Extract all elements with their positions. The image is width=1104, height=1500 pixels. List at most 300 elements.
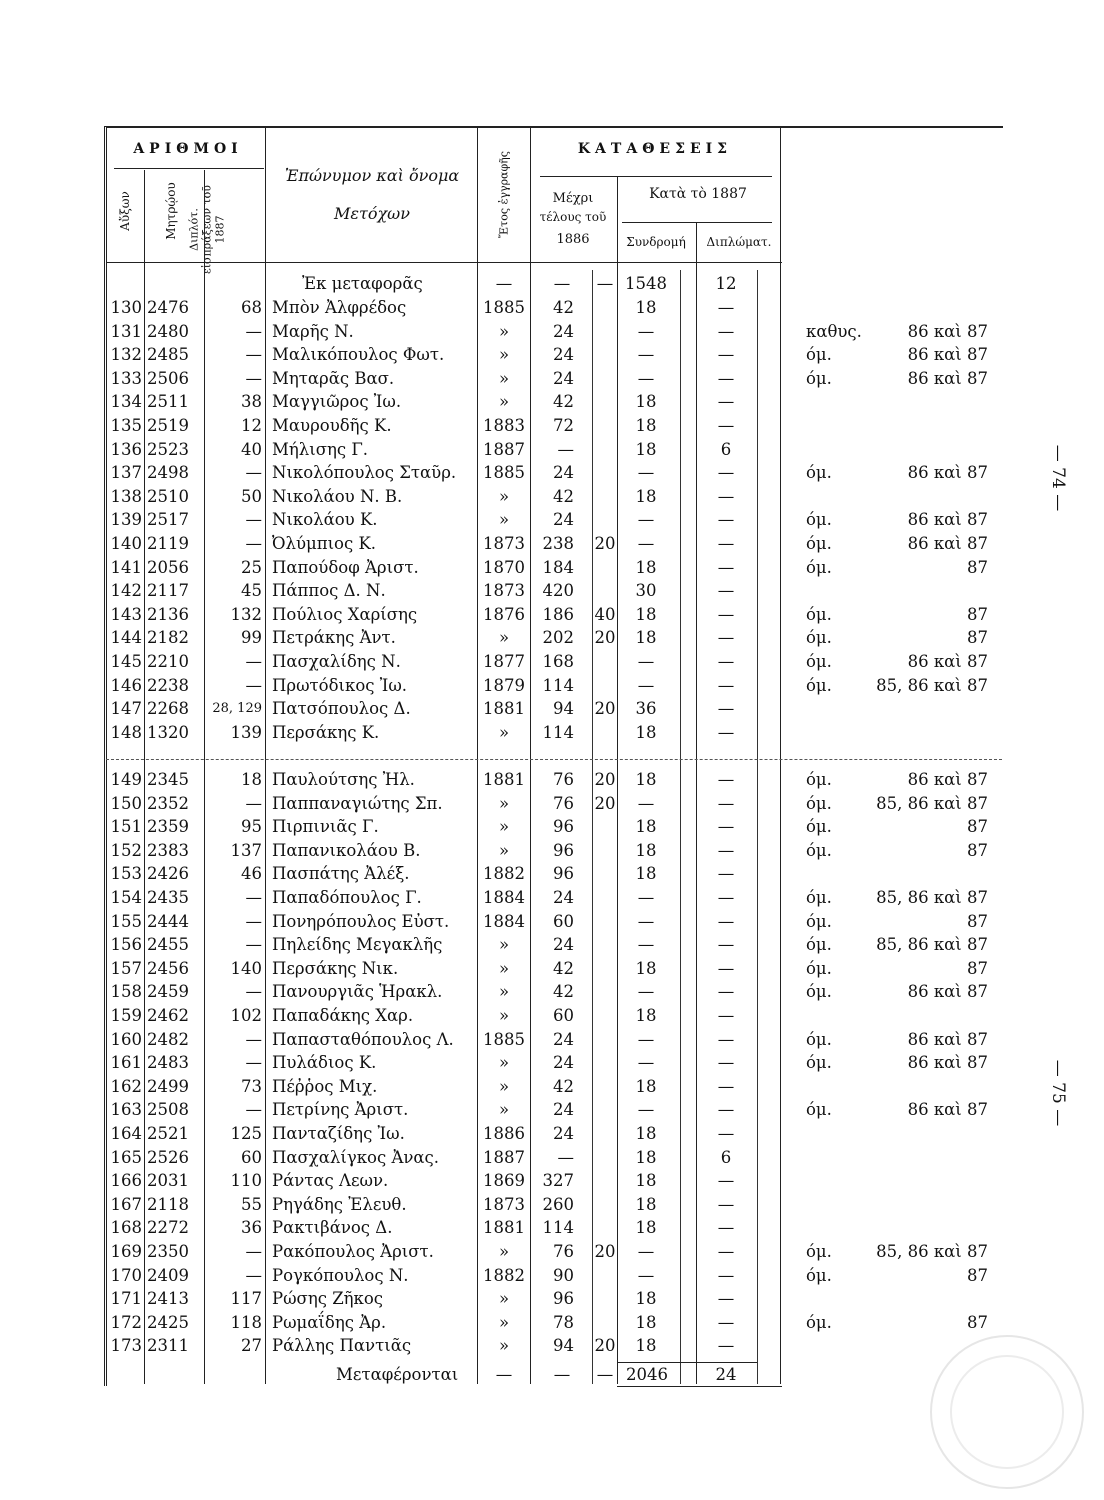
cell-diplot: — <box>245 1265 262 1285</box>
cell-mexri: 260 <box>542 1194 574 1214</box>
cell-diplot: 95 <box>241 817 262 837</box>
cell-note-om: όμ. <box>806 1312 832 1332</box>
cell-etos: » <box>498 1006 510 1025</box>
cell-mexri: 42 <box>553 298 574 317</box>
header-underline <box>114 168 264 169</box>
cell-diplomat: — <box>717 581 735 601</box>
cell-note-years: 87 <box>967 840 988 860</box>
cell-mexri: 76 <box>553 770 574 789</box>
cell-diplomat: — <box>717 486 735 506</box>
cell-name: Πρωτόδικος Ἰω. <box>272 675 408 695</box>
cell-diplot: — <box>245 368 262 388</box>
cell-mexri: 24 <box>553 1100 574 1120</box>
cell-etos: » <box>498 793 510 813</box>
cell-diplot: — <box>245 935 262 955</box>
cell-mitroou: 2238 <box>147 675 189 695</box>
cell-diplomat: — <box>717 1053 735 1073</box>
cell-diplomat: — <box>717 628 735 648</box>
cell-mitroou: 2455 <box>147 935 189 955</box>
cell-axon: 133 <box>110 368 142 388</box>
cell-diplomat: — <box>717 1336 735 1356</box>
cell-syndromi: 18 <box>635 817 657 837</box>
cell-diplomat: 6 <box>720 439 732 459</box>
cell-axon: 130 <box>110 298 142 317</box>
cell-mitroou: 2352 <box>147 793 189 813</box>
cell-etos: » <box>498 982 510 1002</box>
col-line <box>780 126 781 1384</box>
col-line <box>265 126 266 1384</box>
col-line <box>592 270 593 1384</box>
cell-note-om: όμ. <box>806 345 832 365</box>
cell-diplomat: — <box>717 1194 735 1214</box>
cell-syndromi: — <box>637 1053 655 1073</box>
col-line <box>696 222 697 1384</box>
cell-axon: 156 <box>110 935 142 955</box>
carry-syn: 1548 <box>625 274 667 293</box>
cell-syndromi: — <box>637 1029 655 1049</box>
cell-syndromi: — <box>637 911 655 931</box>
cell-mitroou: 2523 <box>147 439 189 459</box>
cell-mexri: 238 <box>542 534 574 553</box>
cell-note-years: 87 <box>967 557 988 577</box>
col-line <box>204 170 205 1384</box>
cell-syndromi: — <box>637 1265 655 1285</box>
cell-syndromi: 18 <box>635 1006 657 1025</box>
cell-syndromi: 18 <box>635 1289 657 1309</box>
cell-mitroou: 2119 <box>147 534 189 553</box>
cell-axon: 153 <box>110 864 142 884</box>
cell-mitroou: 2459 <box>147 982 189 1002</box>
col-line <box>477 126 478 1384</box>
cell-etos: 1884 <box>483 888 525 907</box>
cell-syndromi: — <box>637 652 655 671</box>
cell-diplomat: — <box>717 392 735 412</box>
cell-mitroou: 2444 <box>147 911 189 931</box>
header-mexri-2: τέλους τοῦ <box>539 210 607 224</box>
cell-note-years: 86 καὶ 87 <box>907 1100 988 1120</box>
header-katatheseis: ΚΑΤΑΘΕΣΕΙΣ <box>577 141 733 157</box>
cell-note-om: όμ. <box>806 604 832 624</box>
cell-diplomat: — <box>717 864 735 884</box>
cell-syndromi: — <box>637 321 655 341</box>
cell-mexri: 24 <box>553 368 574 388</box>
cell-syndromi: — <box>637 534 655 553</box>
cell-diplomat: — <box>717 770 735 789</box>
header-diplomat: Διπλώματ. <box>706 235 772 249</box>
cell-note-om: όμ. <box>806 840 832 860</box>
cell-diplot: — <box>245 321 262 341</box>
col-line <box>530 126 531 1384</box>
cell-name: Μαυρουδῆς Κ. <box>272 416 392 435</box>
header-arithmoi: ΑΡΙΘΜΟΙ <box>133 141 243 157</box>
footer-label: Μεταφέρονται <box>336 1365 459 1384</box>
cell-name: Πασπάτης Ἀλέξ. <box>272 864 410 884</box>
cell-axon: 142 <box>110 581 142 601</box>
carry-dip: 12 <box>715 274 737 293</box>
header-name-2: Μετόχων <box>334 204 410 223</box>
cell-diplomat: — <box>717 1076 735 1096</box>
cell-note-years: 85, 86 καὶ 87 <box>876 793 988 813</box>
header-bottom-line <box>106 262 782 263</box>
cell-note-years: 87 <box>967 958 988 978</box>
cell-note-om: όμ. <box>806 817 832 837</box>
cell-etos: 1887 <box>483 439 525 459</box>
cell-name: Παπαδάκης Χαρ. <box>272 1006 414 1025</box>
cell-note-om: όμ. <box>806 1053 832 1073</box>
cell-note-years: 85, 86 καὶ 87 <box>876 675 988 695</box>
cell-syndromi: — <box>637 982 655 1002</box>
cell-mitroou: 2359 <box>147 817 189 837</box>
cell-mitroou: 2345 <box>147 770 189 789</box>
cell-axon: 132 <box>110 345 142 365</box>
cell-diplot: 25 <box>241 557 262 577</box>
cell-diplot: — <box>245 463 262 483</box>
cell-mitroou: 2413 <box>147 1289 189 1309</box>
cell-mexri: 114 <box>542 675 574 695</box>
cell-axon: 131 <box>110 321 142 341</box>
cell-mitroou: 2272 <box>147 1218 189 1238</box>
cell-diplomat: — <box>717 888 735 907</box>
cell-axon: 135 <box>110 416 142 435</box>
cell-diplot: — <box>245 982 262 1002</box>
cell-etos: » <box>498 345 510 365</box>
cell-name: Παππαναγιώτης Σπ. <box>272 793 443 813</box>
cell-note-years: 86 καὶ 87 <box>907 345 988 365</box>
cell-etos: 1879 <box>483 675 525 695</box>
header-mexri-1: Μέχρι <box>552 191 594 206</box>
cell-mexri-lepta: 20 <box>594 699 616 719</box>
cell-axon: 144 <box>110 628 142 648</box>
cell-syndromi: 18 <box>635 1171 657 1191</box>
cell-name: Ρωμαΐδης Ἀρ. <box>272 1312 387 1332</box>
cell-mitroou: 2476 <box>147 298 189 317</box>
cell-name: Ρογκόπουλος Ν. <box>272 1265 409 1285</box>
cell-diplot: 125 <box>230 1124 262 1143</box>
cell-syndromi: 18 <box>635 392 657 412</box>
cell-diplot: 102 <box>230 1006 262 1025</box>
cell-syndromi: — <box>637 675 655 695</box>
cell-axon: 173 <box>110 1336 142 1356</box>
cell-diplomat: — <box>717 699 735 719</box>
cell-etos: » <box>498 368 510 388</box>
cell-mexri-lepta: 40 <box>594 604 616 624</box>
cell-mexri: 184 <box>542 557 574 577</box>
cell-axon: 138 <box>110 486 142 506</box>
cell-diplot: — <box>245 1053 262 1073</box>
cell-name: Πασχαλίδης Ν. <box>272 652 401 671</box>
cell-mitroou: 2350 <box>147 1242 189 1261</box>
cell-diplomat: — <box>717 1006 735 1025</box>
cell-mitroou: 2517 <box>147 510 189 530</box>
cell-mexri: 114 <box>542 1218 574 1238</box>
cell-diplot: 28, 129 <box>212 701 262 717</box>
cell-diplomat: — <box>717 1242 735 1261</box>
cell-mexri: 168 <box>542 652 574 671</box>
cell-name: Μήλισης Γ. <box>272 439 369 459</box>
cell-diplomat: — <box>717 463 735 483</box>
cell-diplot: 140 <box>230 958 262 978</box>
cell-note-om: όμ. <box>806 510 832 530</box>
cell-mitroou: 2426 <box>147 864 189 884</box>
cell-note-om: όμ. <box>806 1242 832 1261</box>
cell-syndromi: 18 <box>635 486 657 506</box>
cell-diplot: 137 <box>230 840 262 860</box>
page-number-74: — 74 — <box>1048 444 1068 512</box>
cell-mexri: 202 <box>542 628 574 648</box>
cell-etos: » <box>498 958 510 978</box>
cell-etos: 1883 <box>483 416 525 435</box>
cell-diplomat: — <box>717 368 735 388</box>
cell-note-years: 86 καὶ 87 <box>907 321 988 341</box>
cell-name: Πέῤῥος Μιχ. <box>272 1076 378 1096</box>
cell-axon: 140 <box>110 534 142 553</box>
carry-label: Ἐκ μεταφορᾶς <box>302 274 423 293</box>
cell-mitroou: 2118 <box>147 1194 189 1214</box>
footer-m1: — <box>553 1365 571 1384</box>
cell-name: Πιρπινιᾶς Γ. <box>272 817 379 837</box>
cell-mexri: 42 <box>553 1076 574 1096</box>
footer-syn: 2046 <box>626 1365 668 1384</box>
cell-etos: 1876 <box>483 604 525 624</box>
cell-etos: 1873 <box>483 581 525 601</box>
cell-name: Πατσόπουλος Δ. <box>272 699 411 719</box>
cell-mitroou: 2521 <box>147 1124 189 1143</box>
cell-axon: 149 <box>110 770 142 789</box>
cell-etos: » <box>498 1312 510 1332</box>
cell-mexri: 42 <box>553 982 574 1002</box>
cell-mitroou: 2182 <box>147 628 189 648</box>
cell-mexri-lepta: 20 <box>594 534 616 553</box>
cell-syndromi: 18 <box>635 628 657 648</box>
cell-syndromi: 18 <box>635 840 657 860</box>
cell-axon: 171 <box>110 1289 142 1309</box>
cell-note-om: όμ. <box>806 1265 832 1285</box>
cell-note-om: όμ. <box>806 534 832 553</box>
header-top-line <box>106 126 1002 128</box>
cell-mexri: 24 <box>553 510 574 530</box>
cell-note-years: 86 καὶ 87 <box>907 510 988 530</box>
cell-etos: » <box>498 321 510 341</box>
cell-mitroou: 2311 <box>147 1336 189 1356</box>
cell-diplot: — <box>245 1029 262 1049</box>
cell-diplomat: — <box>717 793 735 813</box>
cell-axon: 167 <box>110 1194 142 1214</box>
cell-diplot: — <box>245 1100 262 1120</box>
cell-mexri: 96 <box>553 864 574 884</box>
cell-syndromi: 18 <box>635 1336 657 1356</box>
cell-diplomat: — <box>717 604 735 624</box>
cell-axon: 155 <box>110 911 142 931</box>
cell-mitroou: 2425 <box>147 1312 189 1332</box>
cell-name: Παπαδόπουλος Γ. <box>272 888 422 907</box>
cell-syndromi: — <box>637 1100 655 1120</box>
cell-mitroou: 2268 <box>147 699 189 719</box>
cell-mexri-lepta: 20 <box>594 1242 616 1261</box>
cell-mexri: 90 <box>553 1265 574 1285</box>
cell-name: Παυλούτσης Ἠλ. <box>272 770 415 789</box>
cell-syndromi: — <box>637 510 655 530</box>
header-mitroou: Μητρῴου <box>164 182 178 240</box>
cell-note-om: όμ. <box>806 628 832 648</box>
cell-mexri: 42 <box>553 958 574 978</box>
cell-diplot: 73 <box>241 1076 262 1096</box>
cell-diplot: — <box>245 510 262 530</box>
cell-mexri: 24 <box>553 888 574 907</box>
cell-syndromi: 18 <box>635 416 657 435</box>
cell-syndromi: 18 <box>635 1218 657 1238</box>
cell-mexri: 42 <box>553 392 574 412</box>
cell-diplomat: — <box>717 557 735 577</box>
cell-mexri: 24 <box>553 321 574 341</box>
cell-diplomat: — <box>717 298 735 317</box>
cell-diplot: — <box>245 911 262 931</box>
cell-note-years: 86 καὶ 87 <box>907 652 988 671</box>
cell-mexri: 24 <box>553 345 574 365</box>
cell-mitroou: 2383 <box>147 840 189 860</box>
col-line <box>757 270 758 1384</box>
cell-axon: 169 <box>110 1242 142 1261</box>
cell-syndromi: 36 <box>635 699 657 719</box>
cell-note-om: όμ. <box>806 652 832 671</box>
cell-mitroou: 2499 <box>147 1076 189 1096</box>
header-kata-line <box>622 222 772 223</box>
cell-axon: 164 <box>110 1124 142 1143</box>
cell-axon: 158 <box>110 982 142 1002</box>
cell-note-om: όμ. <box>806 770 832 789</box>
cell-mexri: 94 <box>553 1336 574 1356</box>
cell-name: Μαλικόπουλος Φωτ. <box>272 345 445 365</box>
cell-etos: » <box>498 486 510 506</box>
cell-mitroou: 2485 <box>147 345 189 365</box>
cell-mexri: 327 <box>542 1171 574 1191</box>
cell-diplot: 46 <box>241 864 262 884</box>
cell-mitroou: 2511 <box>147 392 189 412</box>
cell-axon: 136 <box>110 439 142 459</box>
cell-diplomat: — <box>717 1100 735 1120</box>
cell-diplomat: — <box>717 722 735 742</box>
cell-diplomat: — <box>717 1289 735 1309</box>
cell-axon: 152 <box>110 840 142 860</box>
cell-diplot: 99 <box>241 628 262 648</box>
cell-etos: 1881 <box>483 1218 525 1238</box>
col-line <box>680 270 681 1384</box>
cell-note-om: όμ. <box>806 675 832 695</box>
cell-syndromi: 18 <box>635 864 657 884</box>
cell-etos: 1881 <box>483 699 525 719</box>
cell-mexri: — <box>557 1147 574 1167</box>
cell-etos: 1870 <box>483 557 525 577</box>
cell-note-om: καθυς. <box>806 321 862 341</box>
cell-axon: 151 <box>110 817 142 837</box>
cell-axon: 168 <box>110 1218 142 1238</box>
cell-syndromi: 18 <box>635 439 657 459</box>
cell-note-om: όμ. <box>806 557 832 577</box>
cell-syndromi: — <box>637 1242 655 1261</box>
cell-diplomat: — <box>717 911 735 931</box>
cell-diplomat: — <box>717 510 735 530</box>
cell-diplomat: — <box>717 1029 735 1049</box>
cell-diplot: — <box>245 793 262 813</box>
cell-diplomat: — <box>717 840 735 860</box>
cell-mitroou: 2435 <box>147 888 189 907</box>
cell-note-om: όμ. <box>806 911 832 931</box>
cell-diplomat: — <box>717 1124 735 1143</box>
cell-name: Μαρῆς Ν. <box>272 321 354 341</box>
cell-etos: » <box>498 1289 510 1309</box>
cell-mexri: 76 <box>553 793 574 813</box>
cell-diplomat: — <box>717 345 735 365</box>
cell-syndromi: 30 <box>635 581 657 601</box>
cell-etos: 1877 <box>483 652 525 671</box>
footer-dip: 24 <box>715 1365 737 1384</box>
cell-mitroou: 2519 <box>147 416 189 435</box>
cell-mexri: 72 <box>553 416 574 435</box>
cell-mexri: 24 <box>553 935 574 955</box>
cell-syndromi: — <box>637 463 655 483</box>
cell-diplomat: — <box>717 1265 735 1285</box>
cell-axon: 159 <box>110 1006 142 1025</box>
cell-diplot: — <box>245 675 262 695</box>
cell-name: Πανουργιᾶς Ἡρακλ. <box>272 982 443 1002</box>
cell-mitroou: 2480 <box>147 321 189 341</box>
cell-note-years: 86 καὶ 87 <box>907 534 988 553</box>
cell-name: Νικολάου Κ. <box>272 510 378 530</box>
cell-mitroou: 2506 <box>147 368 189 388</box>
cell-syndromi: — <box>637 793 655 813</box>
cell-etos: » <box>498 840 510 860</box>
cell-etos: » <box>498 1076 510 1096</box>
cell-syndromi: 18 <box>635 770 657 789</box>
cell-axon: 141 <box>110 557 142 577</box>
cell-mexri: 94 <box>553 699 574 719</box>
cell-name: Πάππος Δ. Ν. <box>272 581 386 601</box>
cell-axon: 150 <box>110 793 142 813</box>
cell-name: Παπούδοφ Ἀριστ. <box>272 557 419 577</box>
cell-diplot: 132 <box>230 604 262 624</box>
cell-name: Μαγγιῶρος Ἰω. <box>272 392 402 412</box>
cell-mitroou: 2409 <box>147 1265 189 1285</box>
cell-mexri: 186 <box>542 604 574 624</box>
cell-axon: 139 <box>110 510 142 530</box>
cell-syndromi: — <box>637 368 655 388</box>
carry-etos: — <box>495 274 513 293</box>
cell-mitroou: 2117 <box>147 581 189 601</box>
cell-note-om: όμ. <box>806 958 832 978</box>
cell-diplot: 50 <box>241 486 262 506</box>
cell-note-years: 87 <box>967 604 988 624</box>
cell-mexri-lepta: 20 <box>594 770 616 789</box>
cell-note-om: όμ. <box>806 982 832 1002</box>
cell-etos: 1873 <box>483 534 525 553</box>
cell-diplomat: — <box>717 982 735 1002</box>
header-syndromi: Συνδρομή <box>626 235 686 249</box>
header-etos: Ἔτος ἐγγραφῆς <box>497 151 511 238</box>
cell-name: Πετρίνης Ἀριστ. <box>272 1100 409 1120</box>
cell-note-years: 85, 86 καὶ 87 <box>876 888 988 907</box>
cell-etos: 1869 <box>483 1171 525 1191</box>
cell-note-years: 86 καὶ 87 <box>907 368 988 388</box>
cell-mitroou: 1320 <box>147 722 189 742</box>
cell-name: Ράντας Λεων. <box>272 1171 389 1191</box>
cell-note-om: όμ. <box>806 888 832 907</box>
cell-syndromi: 18 <box>635 557 657 577</box>
cell-mexri: 24 <box>553 1029 574 1049</box>
cell-mexri: 96 <box>553 817 574 837</box>
cell-diplot: 38 <box>241 392 262 412</box>
cell-note-years: 86 καὶ 87 <box>907 982 988 1002</box>
cell-name: Μηταρᾶς Βασ. <box>272 368 395 388</box>
cell-diplot: — <box>245 652 262 671</box>
